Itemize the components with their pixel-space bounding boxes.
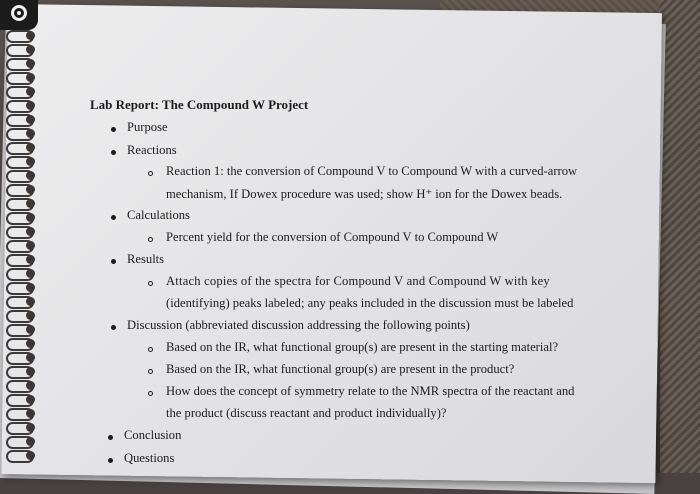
sub-item-text: How does the concept of symmetry relate to the NMR spectra of the reactant and — [166, 384, 575, 398]
sub-item-text: Reaction 1: the conversion of Compound V to Compound W with a curved-arrow — [166, 164, 578, 178]
sub-item-text: Based on the IR, what functional group(s) are present in the starting material? — [166, 340, 559, 354]
sub-bullet-circle — [148, 369, 153, 374]
bullet-dot — [108, 435, 113, 440]
bullet-dot — [111, 127, 116, 132]
list-item-conclusion: Conclusion — [124, 428, 182, 442]
bullet-dot — [111, 259, 116, 264]
list-item-results: Results — [127, 252, 165, 266]
bullet-dot — [111, 325, 116, 330]
sub-bullet-circle — [148, 347, 153, 352]
list-item-purpose: Purpose — [127, 120, 168, 134]
sub-bullet-circle — [148, 391, 153, 396]
bullet-dot — [111, 150, 116, 155]
list-item-calculations: Calculations — [127, 208, 190, 222]
sub-item-text: Attach copies of the spectra for Compound V and Compound W with key — [166, 274, 550, 288]
sub-item-text: the product (discuss reactant and product individually)? — [166, 406, 447, 420]
sub-bullet-circle — [148, 171, 153, 176]
sub-item-text: (identifying) peaks labeled; any peaks included in the discussion must be labeled — [166, 296, 574, 310]
sub-item-text: Based on the IR, what functional group(s) are present in the product? — [166, 362, 515, 376]
page-title: Lab Report: The Compound W Project — [90, 97, 309, 112]
list-item-discussion: Discussion (abbreviated discussion addressing the following points) — [127, 318, 470, 332]
list-item-questions: Questions — [124, 451, 175, 465]
bullet-dot — [108, 458, 113, 463]
bullet-dot — [111, 215, 116, 220]
list-item-reactions: Reactions — [127, 143, 177, 157]
sub-bullet-circle — [148, 237, 153, 242]
sub-bullet-circle — [148, 281, 153, 286]
sub-item-text: mechanism, If Dowex procedure was used; show H⁺ ion for the Dowex beads. — [166, 187, 563, 201]
sub-item-text: Percent yield for the conversion of Compound V to Compound W — [166, 230, 499, 244]
